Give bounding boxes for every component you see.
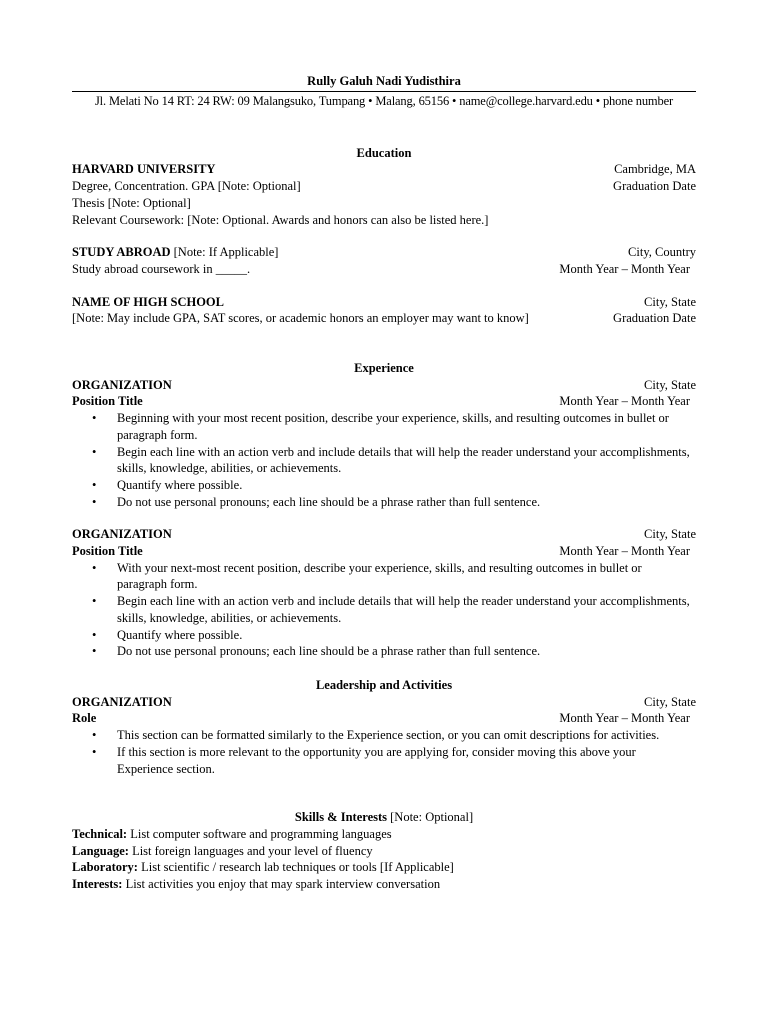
bullet-icon: •	[92, 411, 97, 426]
list-item	[72, 494, 696, 511]
highschool-note: [Note: May include GPA, SAT scores, or academic honors an employer may want to know]	[72, 311, 529, 326]
bullet-icon: •	[92, 644, 97, 659]
skill-interests	[72, 876, 696, 893]
skill-label: Technical:	[72, 826, 128, 841]
harvard-coursework: Relevant Coursework: [Note: Optional. Awards and honors can also be listed here.]	[72, 212, 489, 227]
skills-heading	[72, 809, 696, 826]
experience-entry	[72, 377, 696, 511]
education-heading: Education	[356, 145, 412, 160]
experience-position: Position Title	[72, 544, 143, 559]
list-item	[72, 593, 696, 626]
skill-laboratory	[72, 859, 696, 876]
skill-label: Laboratory:	[72, 860, 138, 875]
abroad-date: Month Year – Month Year	[559, 261, 690, 276]
bullet-icon: •	[92, 627, 97, 642]
education-highschool	[72, 294, 696, 327]
experience-date: Month Year – Month Year	[559, 394, 690, 409]
bullet-icon: •	[92, 477, 97, 492]
leadership-bullets	[72, 727, 696, 777]
bullet-icon: •	[92, 560, 97, 575]
contact-line: Jl. Melati No 14 RT: 24 RW: 09 Malangsuko, Tumpang • Malang, 65156 • name@college.harvard.edu • phone number	[94, 94, 674, 108]
list-item	[72, 444, 696, 477]
skill-technical	[72, 826, 696, 843]
list-item	[72, 560, 696, 593]
skill-value: List scientific / research lab techniques or tools [If Applicable]	[137, 860, 454, 875]
harvard-name: HARVARD UNIVERSITY	[72, 162, 216, 177]
skills-title: Skills & Interests	[294, 810, 388, 825]
skill-label: Language:	[72, 843, 129, 858]
bullet-text: Beginning with your most recent position, describe your experience, skills, and resulting outcomes in bullet or paragraph form.	[117, 411, 669, 442]
bullet-text: Do not use personal pronouns; each line should be a phrase rather than full sentence.	[117, 494, 541, 509]
education-harvard	[72, 161, 696, 228]
bullet-text: Do not use personal pronouns; each line should be a phrase rather than full sentence.	[117, 644, 541, 659]
leadership-date: Month Year – Month Year	[559, 711, 690, 726]
bullet-icon: •	[92, 494, 97, 509]
leadership-entry	[72, 694, 696, 778]
abroad-location: City, Country	[628, 245, 696, 260]
bullet-icon: •	[92, 444, 97, 459]
experience-org: ORGANIZATION	[72, 527, 172, 542]
list-item	[72, 410, 696, 443]
experience-location: City, State	[644, 527, 696, 542]
header-divider	[72, 91, 696, 92]
bullet-text: With your next-most recent position, describe your experience, skills, and resulting outcomes in bullet or paragraph form.	[117, 560, 642, 592]
experience-date: Month Year – Month Year	[559, 544, 690, 559]
abroad-coursework: Study abroad coursework in _____.	[72, 261, 251, 276]
bullet-text: If this section is more relevant to the opportunity you are applying for, consider moving this above your Experience section.	[117, 744, 636, 776]
list-item	[72, 627, 696, 644]
list-item	[72, 643, 696, 660]
bullet-icon: •	[92, 594, 97, 609]
bullet-text: This section can be formatted similarly to the Experience section, or you can omit descriptions for activities.	[117, 728, 660, 743]
list-item	[72, 744, 696, 777]
bullet-text: Begin each line with an action verb and include details that will help the reader understand your accomplishments, skills, knowledge, abilities, or achievements.	[117, 594, 690, 625]
bullet-icon: •	[92, 744, 97, 759]
harvard-thesis: Thesis [Note: Optional]	[72, 195, 191, 210]
skill-value: List computer software and programming languages	[127, 826, 392, 841]
skill-value: List activities you enjoy that may spark interview conversation	[122, 877, 441, 892]
highschool-date: Graduation Date	[613, 311, 696, 326]
abroad-name: STUDY ABROAD	[72, 245, 171, 260]
education-abroad	[72, 244, 696, 277]
highschool-name: NAME OF HIGH SCHOOL	[72, 294, 224, 309]
bullet-icon: •	[92, 728, 97, 743]
experience-org: ORGANIZATION	[72, 377, 172, 392]
abroad-note: [Note: If Applicable]	[170, 245, 279, 260]
highschool-location: City, State	[644, 294, 696, 309]
skills-title-note: [Note: Optional]	[387, 810, 474, 825]
harvard-location: Cambridge, MA	[614, 162, 696, 177]
experience-location: City, State	[644, 377, 696, 392]
bullet-text: Begin each line with an action verb and include details that will help the reader understand your accomplishments, skills, knowledge, abilities, or achievements.	[117, 444, 690, 476]
leadership-role: Role	[72, 711, 97, 726]
experience-bullets	[72, 560, 696, 660]
experience-heading: Experience	[354, 361, 414, 376]
skill-language	[72, 843, 696, 860]
list-item	[72, 477, 696, 494]
leadership-heading: Leadership and Activities	[315, 677, 453, 692]
harvard-date: Graduation Date	[613, 179, 696, 194]
experience-entry	[72, 526, 696, 660]
bullet-text: Quantify where possible.	[117, 627, 243, 642]
skill-value: List foreign languages and your level of fluency	[128, 843, 373, 858]
resume-name: Rully Galuh Nadi Yudisthira	[307, 74, 461, 88]
skill-label: Interests:	[72, 877, 123, 892]
leadership-org: ORGANIZATION	[72, 694, 172, 709]
list-item	[72, 727, 696, 744]
harvard-degree: Degree, Concentration. GPA [Note: Optional]	[72, 179, 301, 194]
bullet-text: Quantify where possible.	[117, 477, 243, 492]
experience-bullets	[72, 410, 696, 510]
experience-position: Position Title	[72, 394, 143, 409]
leadership-location: City, State	[644, 694, 696, 709]
resume-page	[72, 72, 696, 893]
